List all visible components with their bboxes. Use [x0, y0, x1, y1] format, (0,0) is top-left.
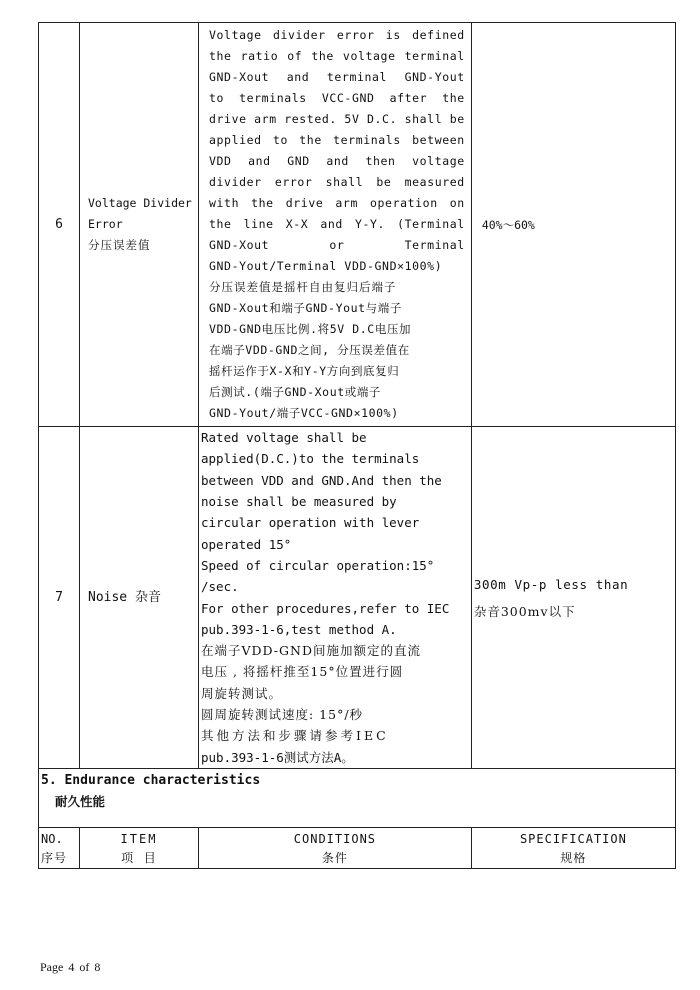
header-specification — [471, 828, 675, 869]
condition-line: GND-Xout or Terminal — [209, 238, 465, 252]
page-current: 4 — [68, 960, 75, 974]
page-label: Page — [40, 960, 64, 974]
section-row — [39, 769, 676, 828]
table-row — [39, 23, 676, 427]
spec-value: 40%～60% — [481, 217, 535, 232]
condition-line: GND-Yout/Terminal VDD-GND×100%) — [209, 259, 443, 273]
header-conditions-label-cn: 条件 — [321, 851, 348, 865]
item-cell — [80, 23, 199, 427]
condition-line: 后测试.(端子GND-Xout或端子 — [209, 385, 382, 399]
condition-line: 其他方法和步骤请参考IEC — [201, 728, 389, 744]
header-specification-label-cn: 规格 — [560, 851, 587, 865]
page-footer — [40, 960, 100, 975]
condition-line: 周旋转测试。 — [201, 685, 283, 701]
condition-line: to terminals VCC-GND after the — [209, 91, 465, 105]
section-title: 5. Endurance characteristics — [41, 773, 261, 788]
condition-line: drive arm rested. 5V D.C. shall be — [209, 112, 465, 126]
condition-line: VDD-GND电压比例.将5V D.C电压加 — [209, 322, 412, 336]
header-no-label: NO. — [41, 832, 63, 846]
header-no — [39, 828, 80, 869]
header-conditions — [199, 828, 472, 869]
header-specification-label: SPECIFICATION — [519, 832, 627, 846]
header-item-label-cn: 项 目 — [121, 851, 157, 865]
table-row — [39, 427, 676, 769]
condition-line: applied(D.C.)to the terminals — [201, 451, 420, 467]
condition-line: 在端子VDD-GND之间, 分压误差值在 — [209, 343, 410, 357]
row-number: 6 — [39, 23, 80, 427]
item-cell — [80, 427, 199, 769]
item-line: 分压误差值 — [88, 238, 151, 252]
condition-line: between VDD and GND.And then the — [201, 472, 442, 488]
condition-line: VDD and GND and then voltage — [209, 154, 465, 168]
condition-line: pub.393-1-6,test method A. — [201, 621, 397, 637]
row-number: 7 — [39, 427, 80, 769]
condition-line: the line X-X and Y-Y. (Terminal — [209, 217, 465, 231]
condition-line: circular operation with lever — [201, 515, 420, 531]
condition-line: 在端子VDD-GND间施加额定的直流 — [201, 643, 421, 659]
condition-line: Speed of circular operation:15° — [201, 557, 435, 573]
condition-cell — [199, 23, 472, 427]
condition-line: applied to the terminals between — [209, 133, 465, 147]
condition-line: with the drive arm operation on — [209, 196, 465, 210]
page-total: 8 — [94, 960, 101, 974]
header-no-label-cn: 序号 — [41, 851, 68, 865]
condition-line: /sec. — [201, 579, 239, 595]
condition-line: Rated voltage shall be — [201, 430, 367, 446]
header-conditions-label: CONDITIONS — [293, 832, 377, 846]
condition-cell — [199, 427, 472, 769]
spec-value: 杂音300mv以下 — [473, 603, 576, 619]
spec-cell — [471, 23, 675, 427]
condition-line: pub.393-1-6测试方法A。 — [201, 749, 354, 765]
spec-table — [38, 22, 676, 869]
section-subtitle: 耐久性能 — [55, 794, 106, 809]
spec-cell — [471, 427, 675, 769]
item-line: Error — [88, 217, 123, 231]
header-item — [80, 828, 199, 869]
item-line: Voltage Divider — [88, 196, 192, 210]
condition-line: GND-Xout和端子GND-Yout与端子 — [209, 301, 402, 315]
header-item-label: ITEM — [120, 832, 158, 846]
condition-line: noise shall be measured by — [201, 494, 397, 510]
condition-line: For other procedures,refer to IEC — [201, 600, 450, 616]
condition-line: divider error shall be measured — [209, 175, 465, 189]
of-label: of — [79, 960, 90, 974]
condition-line: 电压 , 将摇杆推至15°位置进行圆 — [201, 664, 404, 680]
condition-line: GND-Yout/端子VCC-GND×100%) — [209, 406, 399, 420]
condition-line: GND-Xout and terminal GND-Yout — [209, 70, 465, 84]
condition-line: 分压误差值是摇杆自由复归后端子 — [209, 280, 397, 294]
item-line: Noise 杂音 — [88, 590, 161, 605]
column-header-row — [39, 828, 676, 869]
spec-value: 300m Vp-p less than — [473, 576, 629, 592]
condition-line: 圆周旋转测试速度: 15°/秒 — [201, 706, 364, 722]
section-cell — [39, 769, 676, 828]
condition-line: 摇杆运作于X-X和Y-Y方向到底复归 — [209, 364, 400, 378]
condition-line: operated 15° — [201, 536, 292, 552]
condition-line: Voltage divider error is defined — [209, 28, 465, 42]
condition-line: the ratio of the voltage terminal — [209, 49, 465, 63]
